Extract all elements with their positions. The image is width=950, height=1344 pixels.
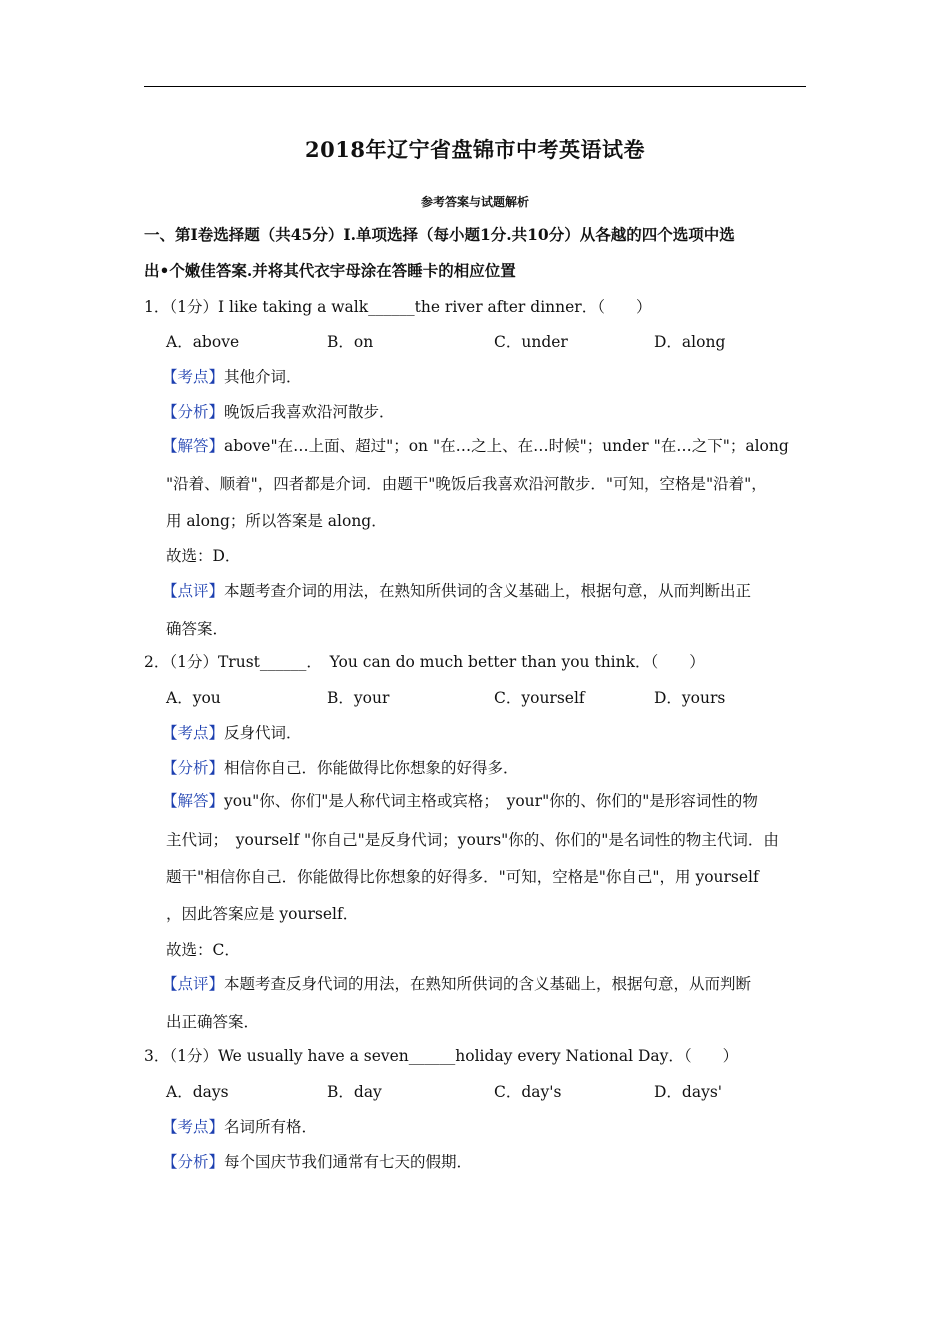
question-3-option-a: A．days — [166, 1083, 229, 1101]
question-2-kaodian — [162, 722, 302, 744]
question-1-option-d: D．along — [654, 333, 726, 351]
question-1-dianping-line2: 确答案． — [166, 620, 229, 638]
question-2-jieda — [162, 790, 758, 812]
fenxi-tag: 【分析】 — [162, 759, 225, 777]
question-3-option-c: C．day's — [494, 1083, 562, 1101]
question-2-stem: 2．（1分）Trust______． You can do much better than you think．（ ） — [144, 653, 705, 671]
question-2-dianping-line2: 出正确答案． — [166, 1013, 260, 1031]
question-1-answer: 故选：D． — [166, 547, 241, 565]
jieda-text-1: above"在…上面、超过"；on "在…之上、在…时候"；under "在…之下"；along — [224, 437, 789, 455]
kaodian-text: 名词所有格． — [224, 1118, 318, 1136]
page-title: 2018年辽宁省盘锦市中考英语试卷 — [305, 137, 645, 162]
question-1-jieda-line3: 用 along；所以答案是 along． — [166, 512, 387, 530]
question-2-option-a: A．you — [166, 689, 221, 707]
question-2-dianping — [162, 973, 751, 995]
fenxi-text: 每个国庆节我们通常有七天的假期． — [224, 1153, 473, 1171]
question-1-option-b: B．on — [327, 333, 374, 351]
question-1-dianping — [162, 580, 751, 602]
question-2-option-b: B．your — [327, 689, 390, 707]
kaodian-text: 其他介词． — [224, 368, 302, 386]
question-2-answer: 故选：C． — [166, 941, 240, 959]
question-3-kaodian — [162, 1116, 317, 1138]
question-1-fenxi — [162, 401, 395, 423]
question-3-option-d: D．days' — [654, 1083, 723, 1101]
section-heading-line2: 出•个嫩佳答案.并将其代衣宇母涂在答睡卡的相应位置 — [144, 261, 516, 280]
question-2-jieda-line4: ，因此答案应是 yourself． — [166, 905, 359, 923]
kaodian-tag: 【考点】 — [162, 724, 225, 742]
kaodian-text: 反身代词． — [224, 724, 302, 742]
question-3-fenxi — [162, 1151, 472, 1173]
question-2-fenxi — [162, 757, 519, 779]
header-rule — [144, 86, 806, 87]
question-1-kaodian — [162, 366, 302, 388]
question-2-option-d: D．yours — [654, 689, 726, 707]
question-1-jieda — [162, 435, 789, 457]
question-3-option-b: B．day — [327, 1083, 382, 1101]
fenxi-text: 相信你自己．你能做得比你想象的好得多． — [224, 759, 519, 777]
jieda-tag: 【解答】 — [162, 792, 225, 810]
section-heading-line1: 一、第Ⅰ卷选择题（共45分）Ⅰ.单项选择（每小题1分.共10分）从各越的四个选项中选 — [144, 225, 735, 244]
question-1-stem: 1．（1分）I like taking a walk______the river after dinner．（ ） — [144, 298, 652, 316]
dianping-text-1: 本题考查反身代词的用法，在熟知所供词的含义基础上，根据句意，从而判断 — [224, 975, 752, 993]
question-2-jieda-line2: 主代词； yourself "你自己"是反身代词；yours"你的、你们的"是名词性的物主代词．由 — [166, 831, 779, 849]
dianping-tag: 【点评】 — [162, 582, 225, 600]
question-1-option-a: A．above — [166, 333, 240, 351]
kaodian-tag: 【考点】 — [162, 1118, 225, 1136]
question-2-jieda-line3: 题干"相信你自己．你能做得比你想象的好得多．"可知，空格是"你自己"，用 yourself — [166, 868, 759, 886]
kaodian-tag: 【考点】 — [162, 368, 225, 386]
dianping-text-1: 本题考查介词的用法，在熟知所供词的含义基础上，根据句意，从而判断出正 — [224, 582, 752, 600]
question-3-stem: 3．（1分）We usually have a seven______holiday every National Day．（ ） — [144, 1047, 739, 1065]
jieda-text-1: you"你、你们"是人称代词主格或宾格； your"你的、你们的"是形容词性的物 — [224, 792, 758, 810]
question-1-jieda-line2: "沿着、顺着"，四者都是介词．由题干"晚饭后我喜欢沿河散步．"可知，空格是"沿着"， — [166, 475, 767, 493]
page-subtitle: 参考答案与试题解析 — [420, 195, 529, 209]
fenxi-tag: 【分析】 — [162, 403, 225, 421]
dianping-tag: 【点评】 — [162, 975, 225, 993]
question-1-option-c: C．under — [494, 333, 568, 351]
fenxi-tag: 【分析】 — [162, 1153, 225, 1171]
fenxi-text: 晚饭后我喜欢沿河散步． — [224, 403, 395, 421]
question-2-option-c: C．yourself — [494, 689, 585, 707]
jieda-tag: 【解答】 — [162, 437, 225, 455]
